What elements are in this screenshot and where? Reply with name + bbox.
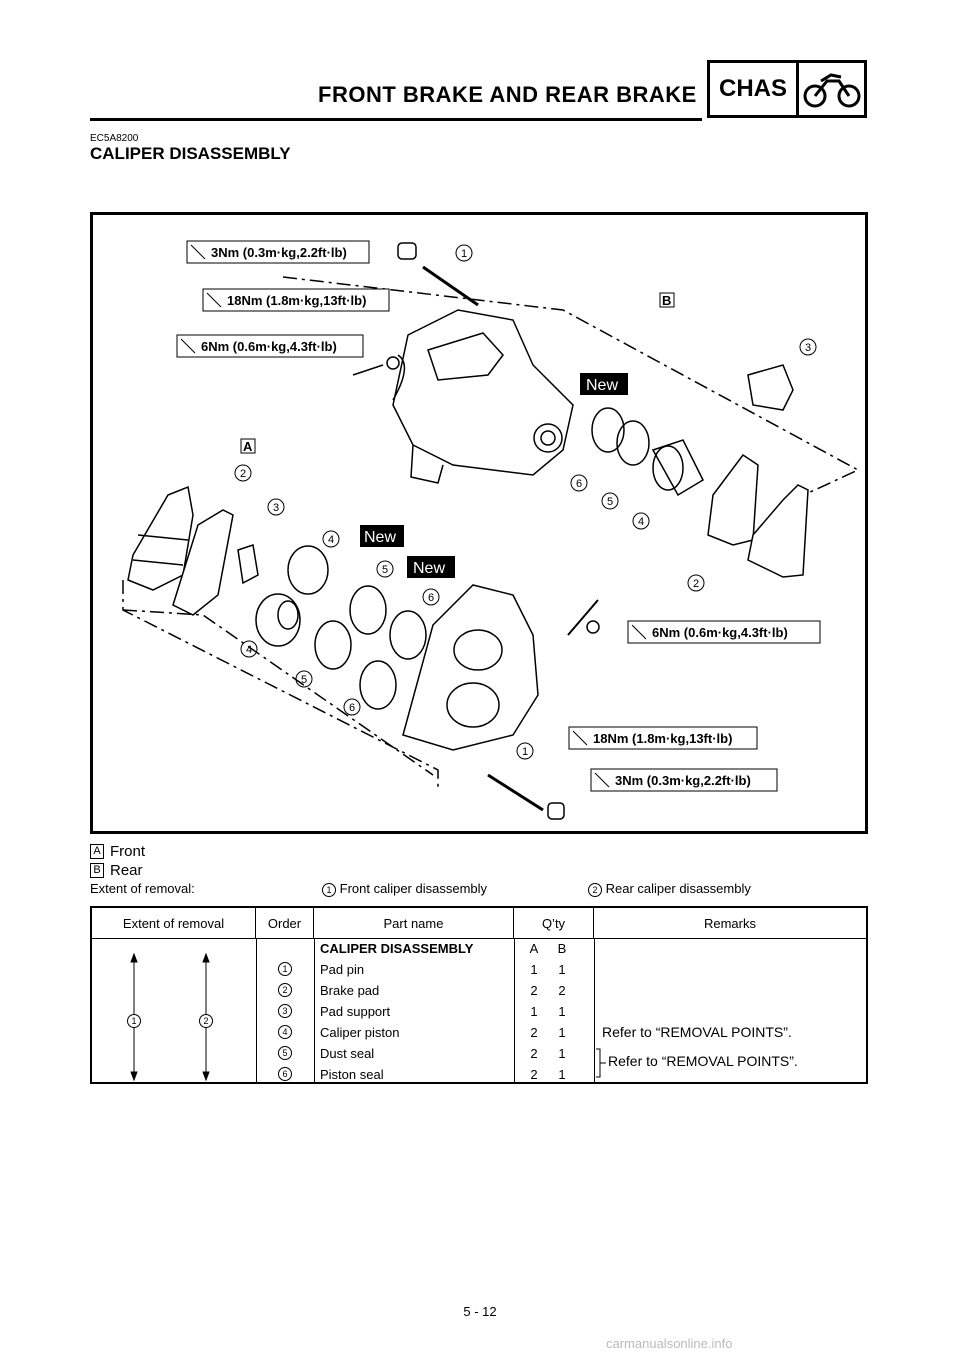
- part-name: Brake pad: [320, 982, 380, 998]
- torque-label-4: [628, 621, 820, 643]
- extent-marker-1: 1: [127, 1014, 141, 1028]
- motorcycle-icon: [799, 63, 864, 115]
- page-number: 5 - 12: [463, 1304, 497, 1319]
- doc-code: EC5A8200: [90, 133, 139, 144]
- callout-2-front: 2: [239, 468, 247, 480]
- torque-label-5: [569, 727, 757, 749]
- callout-4-front: 4: [327, 534, 335, 546]
- torque-text-5: 18Nm (1.8m·kg,13ft·lb): [593, 731, 733, 746]
- callout-4-front-b: 4: [245, 644, 253, 656]
- th-order: Order: [256, 908, 314, 938]
- extent-text-1: Front caliper disassembly: [339, 881, 488, 896]
- exploded-diagram: [90, 212, 868, 834]
- torque-text-2: 18Nm (1.8m·kg,13ft·lb): [227, 293, 367, 308]
- extent-marker-2: 2: [199, 1014, 213, 1028]
- legend-front: [90, 843, 145, 860]
- group-title: CALIPER DISASSEMBLY: [320, 940, 474, 956]
- header-rule: [90, 118, 702, 121]
- qty-a: 2: [530, 982, 538, 998]
- section-title: CALIPER DISASSEMBLY: [90, 144, 291, 163]
- qty-a: 2: [530, 1066, 538, 1082]
- torque-label-3: [177, 335, 363, 357]
- qty-b: 1: [558, 1003, 566, 1019]
- legend-rear: [90, 862, 143, 879]
- qty-a: 2: [530, 1024, 538, 1040]
- part-name: Dust seal: [320, 1045, 375, 1061]
- callout-6-front-b: 6: [348, 702, 356, 714]
- callout-3-front: 3: [272, 502, 280, 514]
- part-name: Caliper piston: [320, 1024, 400, 1040]
- extent-num-1: 1: [322, 883, 336, 897]
- callout-5-front-b: 5: [300, 674, 308, 686]
- watermark: carmanualsonline.info: [606, 1336, 733, 1351]
- part-name: Pad pin: [320, 961, 365, 977]
- qty-b: 1: [558, 961, 566, 977]
- order-num: 1: [278, 962, 292, 976]
- qty-a: 2: [530, 1045, 538, 1061]
- extent-item-1: [322, 881, 487, 897]
- table-header: [92, 908, 866, 939]
- table-row: [92, 959, 866, 979]
- callout-2-rear: 2: [692, 578, 700, 590]
- extent-item-2: [588, 881, 751, 897]
- torque-text-4: 6Nm (0.6m·kg,4.3ft·lb): [652, 625, 788, 640]
- qty-a: 1: [530, 961, 538, 977]
- torque-text-1: 3Nm (0.3m·kg,2.2ft·lb): [211, 245, 347, 260]
- torque-label-6: [591, 769, 777, 791]
- callout-5-front: 5: [381, 564, 389, 576]
- section-badge: [707, 60, 867, 118]
- extent-label: Extent of removal:: [90, 881, 195, 896]
- table-row: [92, 980, 866, 1000]
- legend-label-rear: Rear: [110, 862, 143, 879]
- caliper-illustration: [93, 215, 865, 831]
- th-qty: Q’ty: [514, 908, 594, 938]
- legend-label-front: Front: [110, 843, 146, 860]
- order-num: 5: [278, 1046, 292, 1060]
- callout-6-front: 6: [427, 592, 435, 604]
- section-code: CHAS: [710, 63, 799, 115]
- legend-key-a: A: [90, 844, 104, 859]
- page-title: FRONT BRAKE AND REAR BRAKE: [318, 82, 697, 107]
- table-group-row: [92, 938, 866, 958]
- qty-b: 1: [558, 1024, 566, 1040]
- order-num: 3: [278, 1004, 292, 1018]
- parts-table: [90, 906, 868, 1084]
- order-num: 6: [278, 1067, 292, 1081]
- group-label-b: B: [662, 293, 672, 308]
- extent-num-2: 2: [588, 883, 602, 897]
- callout-3-rear: 3: [804, 342, 812, 354]
- table-row: [92, 1001, 866, 1021]
- new-label-front-1: New: [364, 529, 397, 546]
- remark-bracket: [594, 1047, 608, 1081]
- part-name: Pad support: [320, 1003, 391, 1019]
- remark: Refer to “REMOVAL POINTS”.: [602, 1024, 792, 1040]
- new-label-rear: New: [586, 377, 619, 394]
- torque-text-6: 3Nm (0.3m·kg,2.2ft·lb): [615, 773, 751, 788]
- callout-1-front: 1: [521, 746, 529, 758]
- callout-6-rear: 6: [575, 478, 583, 490]
- torque-text-3: 6Nm (0.6m·kg,4.3ft·lb): [201, 339, 337, 354]
- order-num: 2: [278, 983, 292, 997]
- legend-key-b: B: [90, 863, 104, 878]
- order-num: 4: [278, 1025, 292, 1039]
- group-label-a: A: [243, 439, 253, 454]
- qty-b: 1: [558, 1066, 566, 1082]
- table-row: [92, 1022, 866, 1042]
- callout-1-rear: 1: [460, 248, 468, 260]
- th-remarks: Remarks: [703, 915, 756, 931]
- callout-4-rear: 4: [637, 516, 645, 528]
- torque-label-1: [187, 241, 369, 263]
- qty-a: 1: [530, 1003, 538, 1019]
- qty-col-a: A: [529, 940, 539, 956]
- extent-text-2: Rear caliper disassembly: [605, 881, 751, 896]
- extent-of-removal: [90, 881, 868, 896]
- qty-b: 2: [558, 982, 566, 998]
- torque-label-2: [203, 289, 389, 311]
- th-part: Part name: [314, 908, 514, 938]
- new-label-front-2: New: [413, 560, 446, 577]
- qty-b: 1: [558, 1045, 566, 1061]
- th-extent: Extent of removal: [92, 908, 256, 938]
- part-name: Piston seal: [320, 1066, 384, 1082]
- qty-col-b: B: [557, 940, 567, 956]
- bracket-remark: Refer to “REMOVAL POINTS”.: [608, 1053, 798, 1069]
- callout-5-rear: 5: [606, 496, 614, 508]
